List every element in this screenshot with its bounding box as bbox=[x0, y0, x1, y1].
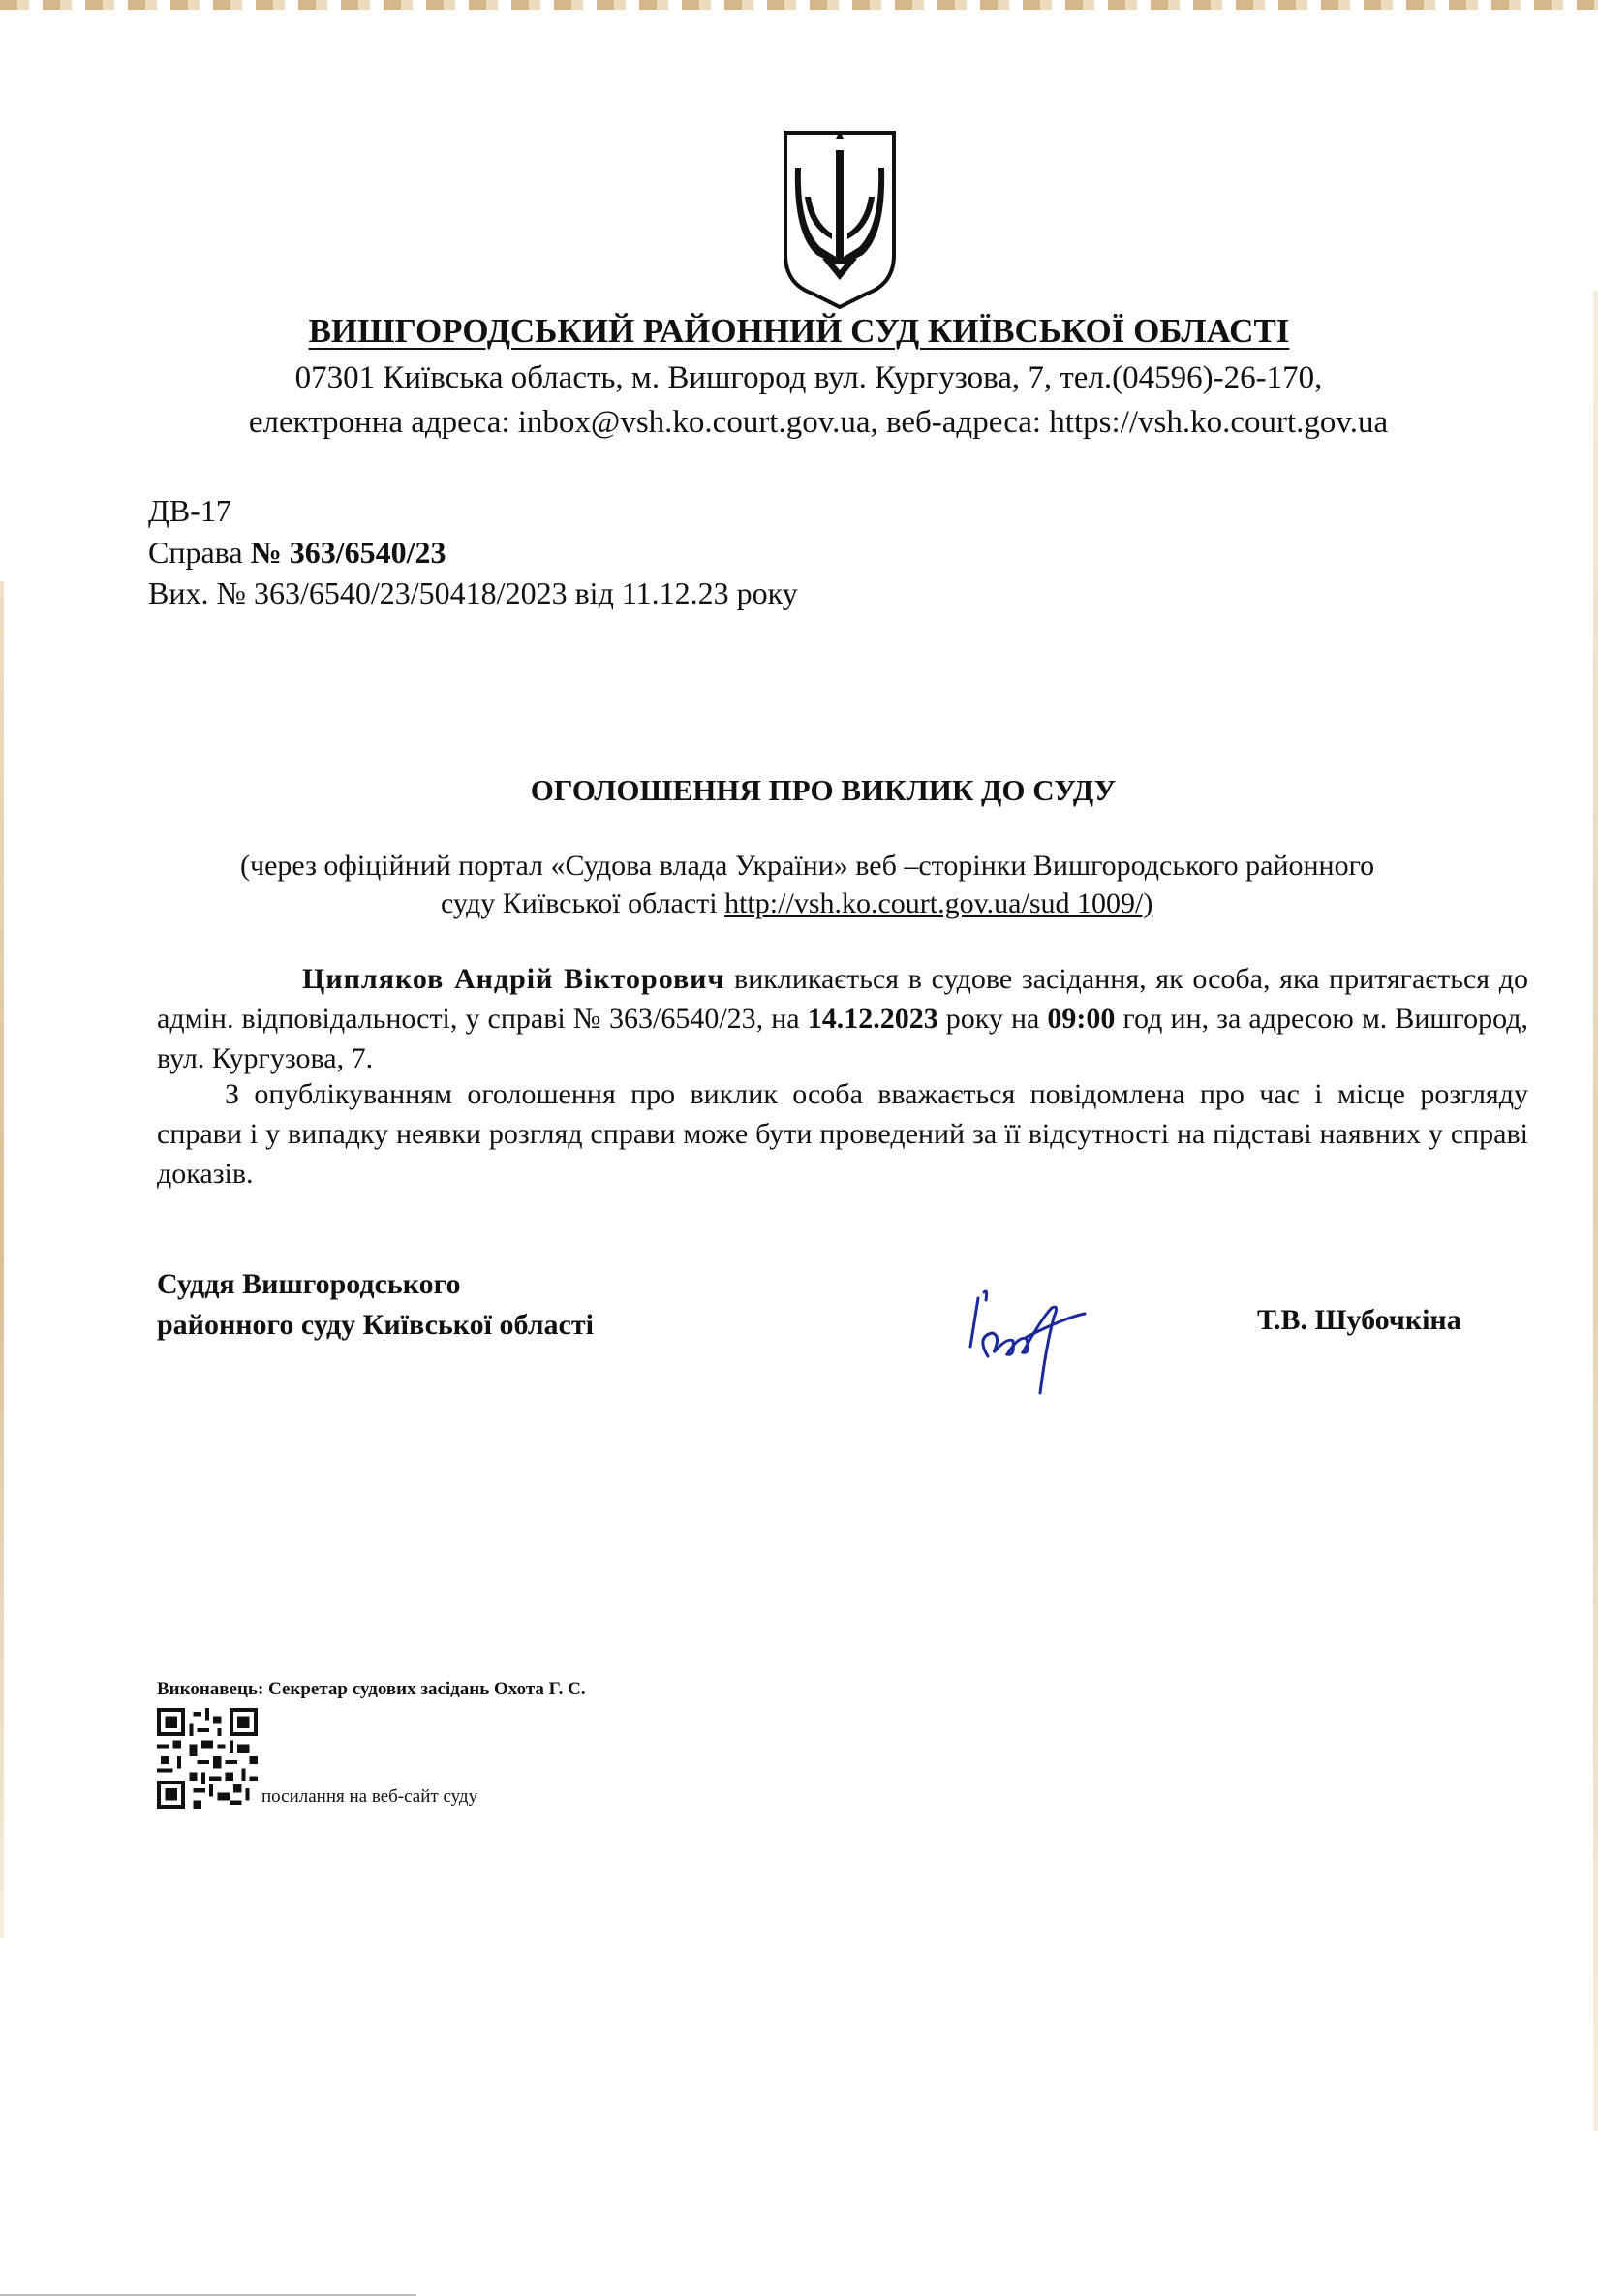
form-code: ДВ-17 bbox=[148, 493, 231, 528]
defendant-name: Ципляков Андрій Вікторович bbox=[302, 963, 725, 995]
judge-title: Суддя Вишгородського районного суду Київської області bbox=[157, 1268, 594, 1341]
portal-note-line2: суду Київської області http://vsh.ko.court.gov.ua/sud 1009/) bbox=[441, 887, 1153, 919]
outgoing-number: Вих. № 363/6540/23/50418/2023 від 11.12.23 року bbox=[148, 575, 798, 610]
court-contacts: електронна адреса: inbox@vsh.ko.court.gov.ua, веб-адреса: https://vsh.ko.court.gov.ua bbox=[248, 405, 1389, 440]
executor-line: Виконавець: Секретар судових засідань Охота Г. С. bbox=[157, 1679, 586, 1699]
case-number: Справа № 363/6540/23 bbox=[148, 535, 446, 570]
trident-emblem-icon bbox=[782, 129, 898, 309]
judge-name: Т.В. Шубочкіна bbox=[1257, 1304, 1461, 1336]
qr-code-icon[interactable] bbox=[157, 1708, 258, 1809]
paper-edge-right bbox=[1593, 291, 1598, 2131]
handwritten-signature bbox=[959, 1279, 1114, 1405]
hearing-date: 14.12.2023 bbox=[807, 1003, 938, 1035]
paper-edge-top bbox=[0, 0, 1598, 10]
portal-link[interactable]: http://vsh.ko.court.gov.ua/sud 1009/) bbox=[724, 887, 1153, 919]
court-address: 07301 Київська область, м. Вишгород вул. Кургузова, 7, тел.(04596)-26-170, bbox=[294, 360, 1323, 395]
court-name: ВИШГОРОДСЬКИЙ РАЙОННИЙ СУД КИЇВСЬКОЇ ОБЛАСТІ bbox=[308, 312, 1290, 350]
qr-caption: посилання на веб-сайт суду bbox=[261, 1786, 478, 1807]
hearing-time: 09:00 bbox=[1047, 1003, 1116, 1035]
portal-note-line1: (через офіційний портал «Судова влада України» веб –сторінки Вишгородського районного bbox=[240, 850, 1375, 882]
summons-paragraph: Ципляков Андрій Вікторович викликається в судове засідання, як особа, яка притягається до адмін. відповідальності, у справі № 363/6540/23, на 14.12.2023 року на 09:00 год ин, за адресою м. Вишгород, вул. Кургузова, 7. bbox=[157, 963, 1528, 1074]
notice-heading: ОГОЛОШЕННЯ ПРО ВИКЛИК ДО СУДУ bbox=[530, 773, 1117, 807]
notice-paragraph: З опублікуванням оголошення про виклик особа вважається повідомлена про час і місце розгляду справи і у випадку неявки розгляд справи може бути проведений за її відсутності на підставі наявних у справі доказів. bbox=[157, 1078, 1528, 1190]
